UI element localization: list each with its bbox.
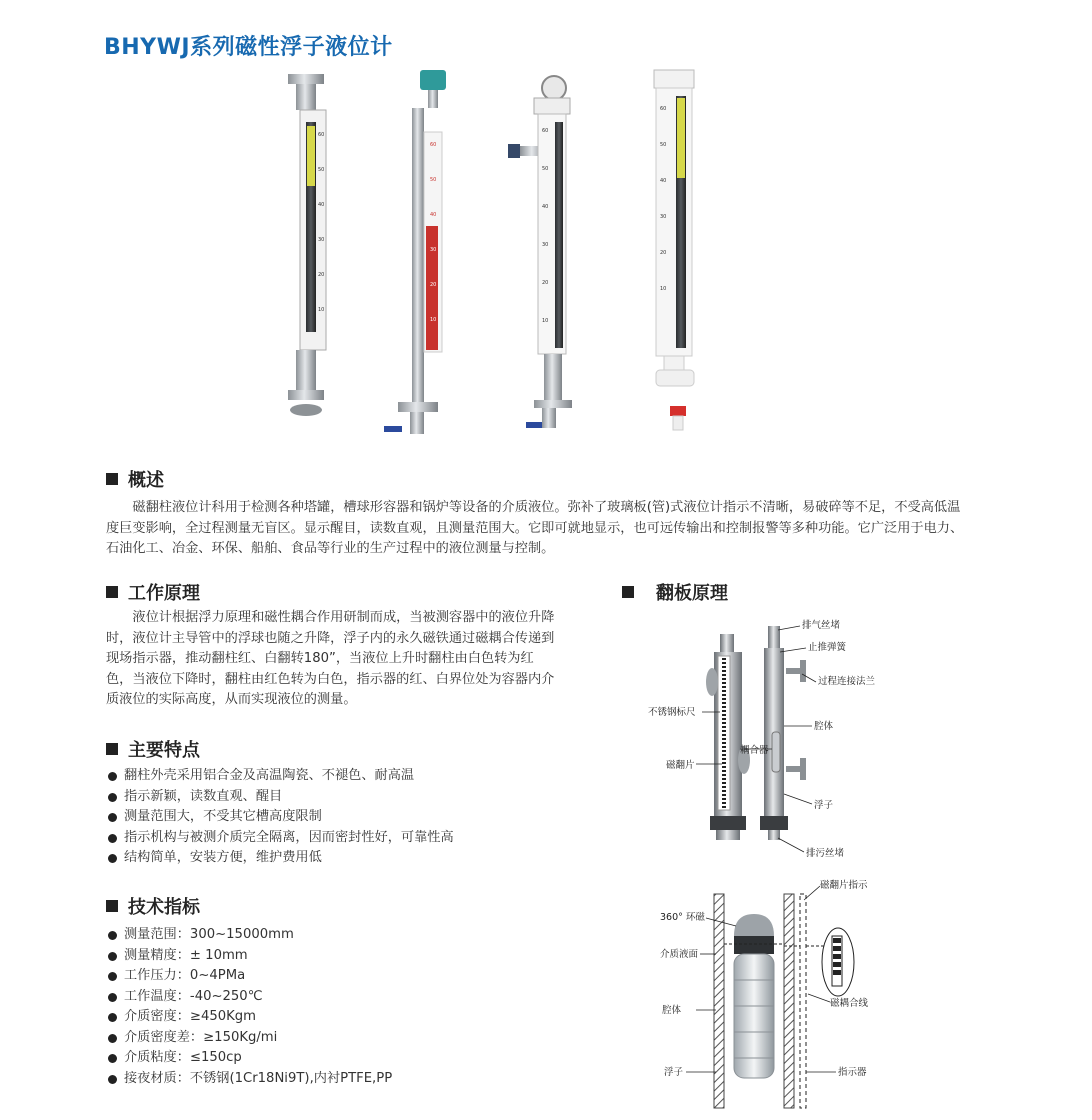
label-flap: 磁翻片 — [666, 760, 695, 771]
p4-tick: 30 — [660, 214, 667, 220]
square-bullet-icon — [622, 586, 634, 598]
label-body: 腔体 — [814, 721, 834, 732]
p3-tick: 40 — [542, 204, 549, 210]
label-coupler: 耦合器 — [740, 745, 769, 756]
square-bullet-icon — [106, 900, 118, 912]
specs-heading-text: 技术指标 — [128, 897, 200, 918]
p1-tick: 40 — [318, 202, 325, 208]
features-list — [106, 766, 576, 869]
overview-text: 磁翻柱液位计科用于检测各种塔罐，槽球形容器和锅炉等设备的介质液位。弥补了玻璃板(管)式液位计指示不清晰，易破碎等不足，不受高低温度巨变影响，全过程测量无盲区。显示醒目，读数直观，且测量范围大。它即可就地显示，也可远传输出和控制报警等多种功能。它广泛用于电力、石油化工、冶金、环保、船舶、食品等行业的生产过程中的液位测量与控制。 — [106, 500, 964, 556]
p2-tick: 40 — [430, 212, 437, 218]
feature-item: 指示新颖，读数直观、醒目 — [106, 787, 576, 808]
spec-item: 工作压力：0~4PMa — [106, 966, 576, 987]
label-body-lower: 腔体 — [662, 1005, 682, 1016]
label-indicator: 指示器 — [838, 1067, 867, 1078]
spec-item: 介质密度差：≥150Kg/mi — [106, 1028, 576, 1049]
features-heading-text: 主要特点 — [128, 740, 200, 761]
label-liquid-surface: 介质液面 — [660, 949, 699, 960]
label-float-lower: 浮子 — [664, 1067, 684, 1078]
specs-heading — [106, 893, 200, 919]
product-2 — [384, 70, 446, 434]
label-flap-indicator: 磁翻片指示 — [820, 880, 868, 891]
p2-tick: 30 — [430, 247, 437, 253]
label-spring: 止推弹簧 — [808, 642, 847, 653]
product-4 — [654, 70, 694, 430]
p1-tick: 30 — [318, 237, 325, 243]
p2-tick: 50 — [430, 177, 437, 183]
specs-list — [106, 925, 576, 1089]
product-illustrations — [280, 66, 740, 446]
spec-item: 接夜材质：不锈钢(1Cr18Ni9T),内衬PTFE,PP — [106, 1069, 576, 1090]
p3-tick: 20 — [542, 280, 549, 286]
spec-item: 介质密度：≥450Kgm — [106, 1007, 576, 1028]
spec-item: 测量范围：300~15000mm — [106, 925, 576, 946]
spec-item: 测量精度：± 10mm — [106, 946, 576, 967]
feature-item: 结构简单，安装方便，维护费用低 — [106, 848, 576, 869]
square-bullet-icon — [106, 743, 118, 755]
overview-heading-text: 概述 — [128, 470, 164, 491]
p4-tick: 10 — [660, 286, 667, 292]
p4-tick: 60 — [660, 106, 667, 112]
p2-tick: 20 — [430, 282, 437, 288]
square-bullet-icon — [106, 586, 118, 598]
label-ring-magnet: 360° 环磁 — [660, 912, 705, 923]
label-coupling-line: 磁耦合线 — [830, 998, 869, 1009]
principle-heading-text: 工作原理 — [128, 583, 200, 604]
p1-tick: 50 — [318, 167, 325, 173]
p4-tick: 40 — [660, 178, 667, 184]
label-vent: 排气丝堵 — [802, 620, 841, 631]
flip-structure-diagram — [640, 612, 900, 872]
label-flange: 过程连接法兰 — [818, 676, 876, 687]
flip-principle-diagram — [640, 876, 900, 1110]
flip-heading-text: 翻板原理 — [656, 583, 728, 604]
feature-item: 翻柱外壳采用铝合金及高温陶瓷、不褪色、耐高温 — [106, 766, 576, 787]
overview-heading — [106, 466, 164, 492]
label-drain: 排污丝堵 — [806, 848, 845, 859]
label-float: 浮子 — [814, 800, 834, 811]
product-3 — [508, 76, 572, 428]
square-bullet-icon — [106, 473, 118, 485]
p4-tick: 20 — [660, 250, 667, 256]
p3-tick: 50 — [542, 166, 549, 172]
p1-tick: 10 — [318, 307, 325, 313]
label-ruler: 不锈钢标尺 — [648, 707, 696, 718]
spec-item: 工作温度：-40~250℃ — [106, 987, 576, 1008]
p2-tick: 10 — [430, 317, 437, 323]
p3-tick: 30 — [542, 242, 549, 248]
feature-item: 指示机构与被测介质完全隔离，因而密封性好，可靠性高 — [106, 828, 576, 849]
principle-text: 液位计根据浮力原理和磁性耦合作用研制而成，当被测容器中的液位升降时，液位计主导管中的浮球也随之升降，浮子内的永久磁铁通过磁耦合传递到现场指示器，推动翻柱红、白翻转180”，当液位上升时翻柱由白色转为红色，当液位下降时，翻柱由红色转为白色，指示器的红、白界位处为容器内介质液位的实际高度，从而实现液位的测量。 — [106, 610, 555, 707]
p1-tick: 20 — [318, 272, 325, 278]
p1-tick: 60 — [318, 132, 325, 138]
page-title: BHYWJ系列磁性浮子液位计 — [104, 35, 393, 60]
feature-item: 测量范围大，不受其它槽高度限制 — [106, 807, 576, 828]
p2-tick: 60 — [430, 142, 437, 148]
flip-heading — [622, 579, 728, 605]
spec-item: 介质粘度：≤150cp — [106, 1048, 576, 1069]
p3-tick: 60 — [542, 128, 549, 134]
principle-heading — [106, 579, 200, 605]
product-1 — [288, 74, 326, 416]
p3-tick: 10 — [542, 318, 549, 324]
features-heading — [106, 736, 200, 762]
p4-tick: 50 — [660, 142, 667, 148]
